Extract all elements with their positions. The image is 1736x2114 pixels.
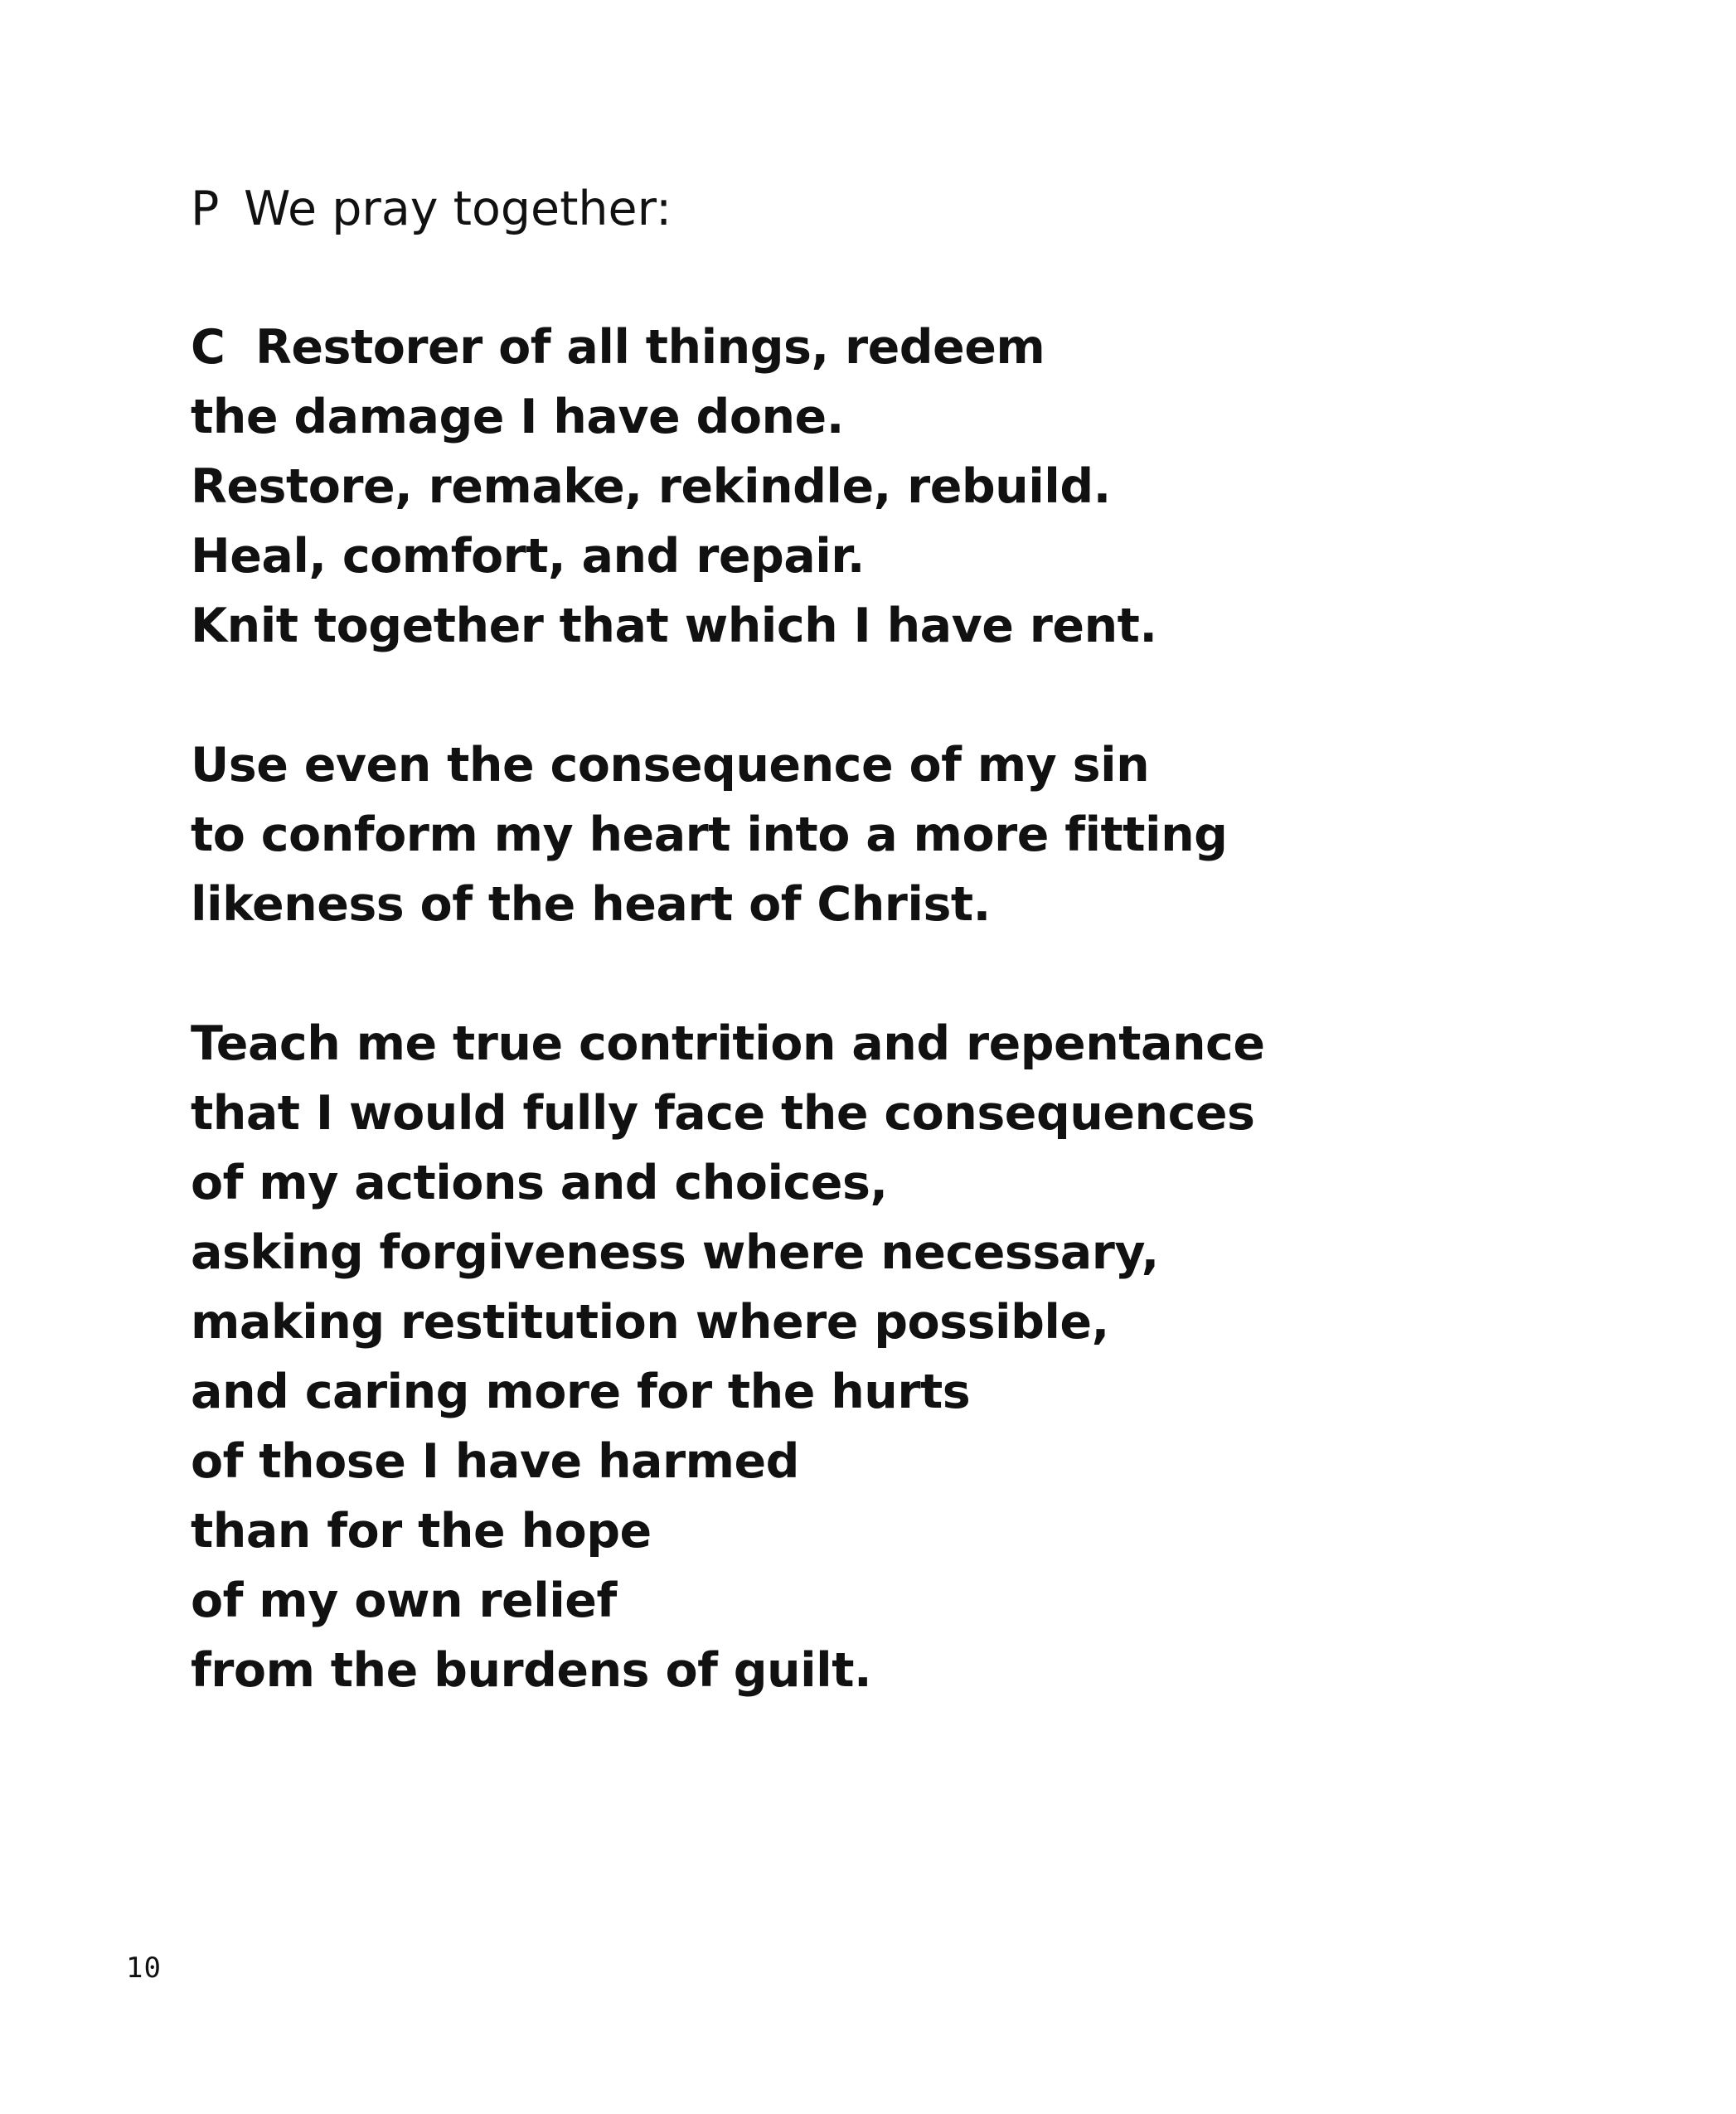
prayer-line: to conform my heart into a more fitting xyxy=(191,807,1228,862)
prayer-line: from the burdens of guilt. xyxy=(191,1643,872,1698)
prayer-line: making restitution where possible, xyxy=(191,1295,1109,1350)
prayer-line xyxy=(191,313,1265,382)
prayer-line-text: Restorer of all things, redeem xyxy=(255,320,1045,375)
leader-text: We pray together: xyxy=(244,182,672,236)
stanza-2 xyxy=(191,730,1265,939)
prayer-line: and caring more for the hurts xyxy=(191,1365,971,1419)
page-number: 10 xyxy=(126,1952,162,1985)
congregation-prayer xyxy=(191,313,1265,1775)
prayer-line: Restore, remake, rekindle, rebuild. xyxy=(191,459,1111,514)
leader-line xyxy=(191,176,672,242)
prayer-line: of my actions and choices, xyxy=(191,1156,888,1210)
prayer-line: likeness of the heart of Christ. xyxy=(191,877,991,932)
prayer-line: that I would fully face the consequences xyxy=(191,1086,1255,1141)
congregation-marker: C xyxy=(191,320,225,375)
prayer-line: of those I have harmed xyxy=(191,1434,799,1489)
prayer-line: of my own relief xyxy=(191,1573,617,1628)
leader-marker: P xyxy=(191,182,220,236)
stanza-3 xyxy=(191,1009,1265,1705)
prayer-line: than for the hope xyxy=(191,1504,652,1559)
prayer-line: Knit together that which I have rent. xyxy=(191,599,1157,653)
prayer-line: Use even the consequence of my sin xyxy=(191,738,1150,793)
prayer-line: asking forgiveness where necessary, xyxy=(191,1225,1159,1280)
prayer-line: the damage I have done. xyxy=(191,390,844,444)
stanza-1 xyxy=(191,313,1265,661)
prayer-line: Teach me true contrition and repentance xyxy=(191,1016,1265,1071)
prayer-line: Heal, comfort, and repair. xyxy=(191,529,865,584)
